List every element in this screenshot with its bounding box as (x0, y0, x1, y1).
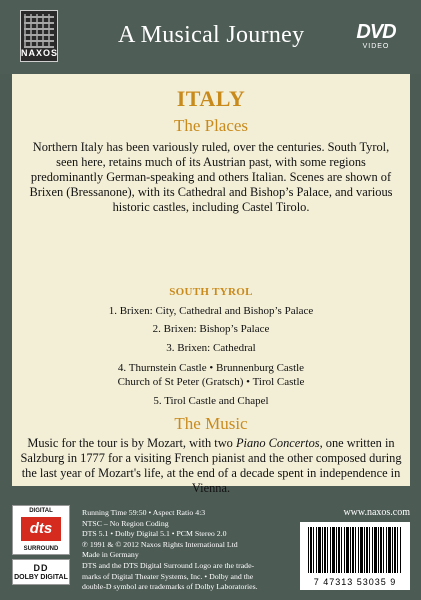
dts-logo (12, 505, 70, 555)
region-heading: SOUTH TYROL (169, 286, 253, 298)
dts-logo-mark: dts (21, 517, 61, 541)
content-panel (12, 74, 410, 495)
naxos-logo-grid (24, 14, 54, 48)
dolby-label: DOLBY DIGITAL (14, 574, 68, 581)
music-text-part: Music for the tour is by Mozart, with two (27, 436, 236, 450)
music-heading: The Music (174, 414, 248, 433)
website-url[interactable]: www.naxos.com (343, 507, 410, 518)
dolby-logo (12, 559, 70, 585)
tech-line: NTSC – No Region Coding (82, 518, 169, 528)
page-title: ITALY (176, 86, 246, 111)
scene-item: 1. Brixen: City, Cathedral and Bishop’s Palace (108, 305, 314, 317)
barcode (300, 522, 410, 590)
dolby-mark: DD (33, 563, 49, 573)
scene-item: Church of St Peter (Gratsch) • Tirol Castle (117, 376, 305, 388)
tech-line: double-D symbol are trademarks of Dolby Laboratories. (82, 582, 258, 592)
barcode-digits: 7 47313 53035 9 (313, 577, 397, 587)
scene-item: 3. Brixen: Cathedral (166, 342, 256, 354)
music-text-emphasis: Piano Concertos, (235, 436, 323, 450)
naxos-logo-text: NAXOS (21, 48, 59, 58)
scene-item: 5. Tirol Castle and Chapel (153, 395, 269, 407)
series-title: A Musical Journey (118, 22, 305, 48)
dts-logo-bottom: SURROUND (23, 546, 59, 552)
tech-line: Made in Germany (82, 550, 139, 560)
naxos-logo (20, 10, 58, 62)
dvd-logo-text: DVD (356, 21, 396, 43)
header-bar (0, 0, 421, 74)
music-text-part: one written in Salzburg in 1777 for a visiting French pianist and the other composed during the last year of Mozart's life, at the end of a decade spent in independence in Vienna. (20, 436, 402, 495)
audio-logos (12, 505, 70, 585)
dvd-logo-subtext: VIDEO (362, 43, 390, 50)
dts-logo-top: DIGITAL (29, 508, 53, 514)
tech-line: DTS 5.1 • Dolby Digital 5.1 • PCM Stereo 2.0 (82, 529, 227, 539)
scene-item: 4. Thurnstein Castle • Brunnenburg Castle (117, 362, 305, 374)
places-heading: The Places (173, 116, 249, 135)
tech-line: ℗ 1991 & © 2012 Naxos Rights International Ltd (82, 539, 238, 549)
barcode-bars (308, 527, 402, 573)
tech-line: marks of Digital Theater Systems, Inc. • Dolby and the (82, 571, 254, 581)
tech-line: DTS and the DTS Digital Surround Logo are the trade- (82, 560, 255, 570)
technical-info (82, 508, 292, 593)
dvd-video-logo (350, 22, 402, 54)
places-description: Northern Italy has been variously ruled, over the centuries. South Tyrol, seen here, retains much of its Austrian past, with some regions predominantly German-speaking and others Italian. Scenes are shown of Brixen (Bressanone), with its Cathedral and Bishop’s Palace, and various historic castles, including Castel Tirolo. (29, 140, 393, 214)
tech-line: Running Time 59:50 • Aspect Ratio 4:3 (82, 508, 206, 517)
music-description (20, 436, 402, 496)
scene-item: 2. Brixen: Bishop’s Palace (152, 323, 270, 335)
